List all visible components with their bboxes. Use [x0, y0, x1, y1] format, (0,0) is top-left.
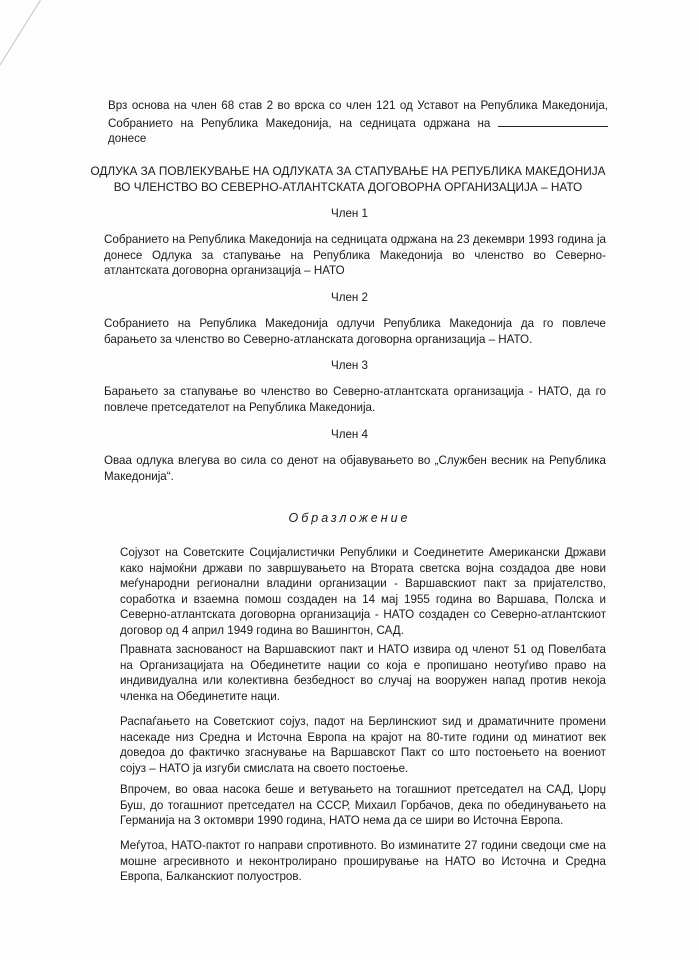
- article-3-text: Барањето за стапување во членство во Северно-атлантската организација - НАТО, да го повлече претседателот на Република Македонија.: [104, 385, 606, 414]
- decision-title-line-1: ОДЛУКА ЗА ПОВЛЕКУВАЊЕ НА ОДЛУКАТА ЗА СТАПУВАЊЕ НА РЕПУБЛИКА МАКЕДОНИЈА: [90, 164, 606, 178]
- scan-artifact-line: [0, 0, 41, 68]
- date-blank-line: [498, 114, 608, 127]
- explanation-paragraph-2: Правната заснованост на Варшавскиот пакт и НАТО извира од членот 51 од Повелбата на Организацијата на Обединетите нации со која е пропишано неотуѓиво право на индивидуална или колективна безбедност во случај на вооружен напад против некоја членка на Обединетите наци.: [120, 643, 606, 703]
- article-1-heading: Член 1: [330, 207, 368, 220]
- intro-text-end: донесе: [108, 132, 147, 145]
- intro-paragraph: [108, 98, 608, 147]
- decision-title: [88, 163, 608, 195]
- explanation-paragraph-3: Распаѓањето на Советскиот сојуз, падот на Берлинскиот ѕид и драматичните промени насекаде низ Средна и Источна Европа на крајот на 80-тите години од минатиот век доведоа до фактичко згаснување на Варшавскот Пакт со што постоењето на воениот сојуз – НАТО ја изгуби смислата на своето постоење.: [120, 715, 606, 775]
- explanation-heading: Образложение: [288, 511, 411, 525]
- article-4-text: Оваа одлука влегува во сила со денот на објавувањето во „Службен весник на Република Македонија“.: [104, 454, 606, 483]
- explanation-paragraph-4: Впрочем, во оваа насока беше и ветувањето на тогашниот претседател на САД, Џорџ Буш, до тогашниот претседател на СССР, Михаил Горбачов, дека по обединувањето на Германија на 3 октомври 1990 година, НАТО нема да се шири во Источна Европа.: [120, 783, 606, 827]
- article-3-heading: Член 3: [330, 359, 368, 372]
- article-2-text: Собранието на Република Македонија одлучи Република Македонија да го повлече барањето за членство во Северно-атланската договорна организација – НАТО.: [104, 317, 606, 346]
- explanation-paragraph-5: Меѓутоа, НАТО-пактот го направи спротивното. Во изминатите 27 години сведоци сме на мошне агресивното и неконтролирано проширување на НАТО во Источна и Средна Европа, Балканскиот полуостров.: [120, 839, 606, 883]
- explanation-paragraph-1: Сојузот на Советските Социјалистички Републики и Соединетите Американски Држави како најмоќни држави по завршувањето на Втората светска војна создадоа две нови меѓународни регионални владини организации - Варшавскиот пакт за пријателство, соработка и взаемна помош создаден на 14 мај 1955 година во Варшава, Полска и Северно-атлантската договорна организација - НАТО создаден со Северно-атлантскиот договор од 4 април 1949 година во Вашингтон, САД.: [120, 546, 606, 637]
- intro-text: Врз основа на член 68 став 2 во врска со член 121 од Уставот на Република Македонија, Собранието на Република Македонија, на седницата одржана на: [108, 99, 608, 130]
- article-2-heading: Член 2: [330, 291, 368, 304]
- article-1-text: Собранието на Република Македонија на седницата одржана на 23 декември 1993 година ја донесе Одлука за стапување на Република Македонија во членство во Северно-атлантската договорна организација – НАТО: [104, 233, 606, 277]
- decision-title-line-2: ВО ЧЛЕНСТВО ВО СЕВЕРНО-АТЛАНТСКАТА ДОГОВОРНА ОРГАНИЗАЦИЈА – НАТО: [113, 180, 583, 194]
- article-4-heading: Член 4: [330, 428, 368, 441]
